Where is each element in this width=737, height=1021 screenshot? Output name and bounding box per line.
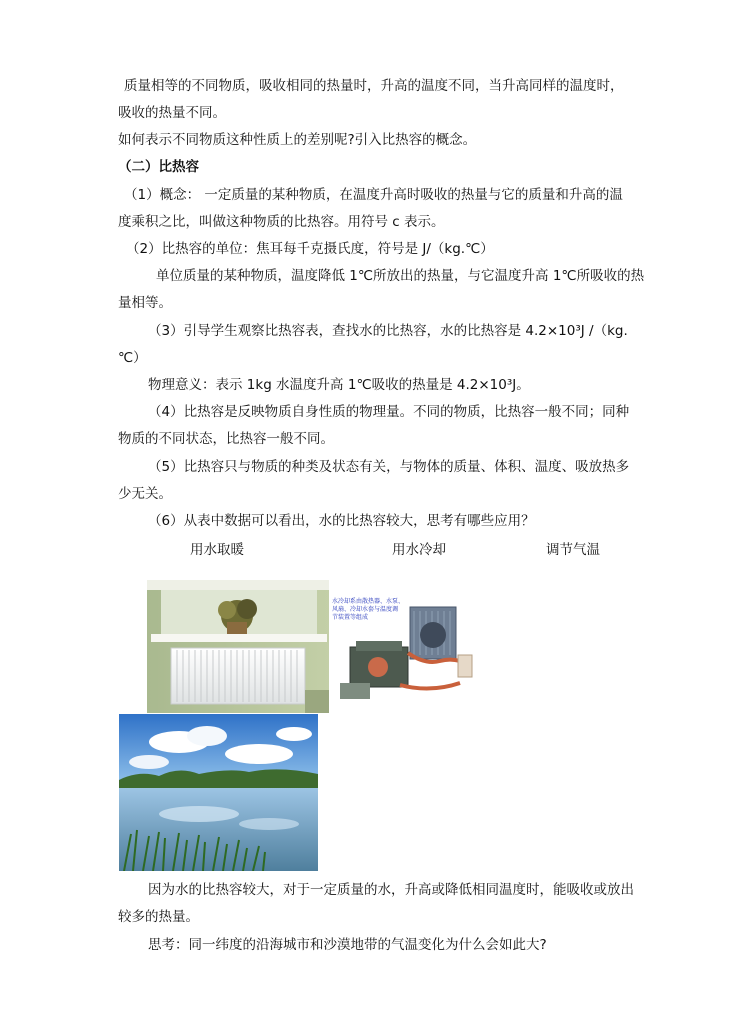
conclusion-line: 因为水的比热容较大，对于一定质量的水，升高或降低相同温度时，能吸收或放出 [148,882,634,898]
engine-caption [332,598,404,622]
radiator-image [147,580,329,713]
property-line: （6）从表中数据可以看出，水的比热容较大，思考有哪些应用？ [148,513,535,529]
caption-climate: 调节气温 [546,542,600,558]
conclusion-line: 较多的热量。 [118,909,199,925]
property-line: 物质的不同状态，比热容一般不同。 [118,431,334,447]
think-question: 思考：同一纬度的沿海城市和沙漠地带的气温变化为什么会如此大? [148,937,547,953]
section-heading: （二）比热容 [118,159,199,175]
property-line: （4）比热容是反映物质自身性质的物理量。不同的物质，比热容一般不同；同种 [148,404,630,420]
caption-heating: 用水取暖 [190,542,244,558]
engine-caption-line: 风扇、冷却水套与温度调 [332,606,399,613]
property-line: （5）比热容只与物质的种类及状态有关，与物体的质量、体积、温度、吸放热多 [148,459,630,475]
definition-line: （1）概念： 一定质量的某种物质，在温度升高时吸收的热量与它的质量和升高的温 [124,187,623,203]
lake-image [119,714,318,871]
engine-cooling-image [330,595,488,710]
unit-line: （2）比热容的单位：焦耳每千克摄氏度，符号是 J/（kg.℃） [126,241,494,257]
definition-line: 度乘积之比，叫做这种物质的比热容。用符号 c 表示。 [118,214,445,230]
engine-caption-line: 节装置等组成 [332,614,369,621]
unit-explanation-line: 单位质量的某种物质，温度降低 1℃所放出的热量，与它温度升高 1℃所吸收的热 [156,268,645,284]
paragraph-line: 如何表示不同物质这种性质上的差别呢?引入比热容的概念。 [118,132,477,148]
property-line: 少无关。 [118,486,172,502]
paragraph-line: 吸收的热量不同。 [118,105,226,121]
caption-cooling: 用水冷却 [392,542,446,558]
paragraph-line: 质量相等的不同物质，吸收相同的热量时，升高的温度不同，当升高同样的温度时， [124,78,624,94]
unit-explanation-line: 量相等。 [118,295,172,311]
table-line: ℃） [118,350,147,366]
meaning-line: 物理意义：表示 1kg 水温度升高 1℃吸收的热量是 4.2×10³J。 [148,377,530,393]
engine-caption-line: 水冷却系由散热器、水泵、 [332,598,405,605]
table-line: （3）引导学生观察比热容表，查找水的比热容，水的比热容是 4.2×10³J /（kg. [148,323,628,339]
